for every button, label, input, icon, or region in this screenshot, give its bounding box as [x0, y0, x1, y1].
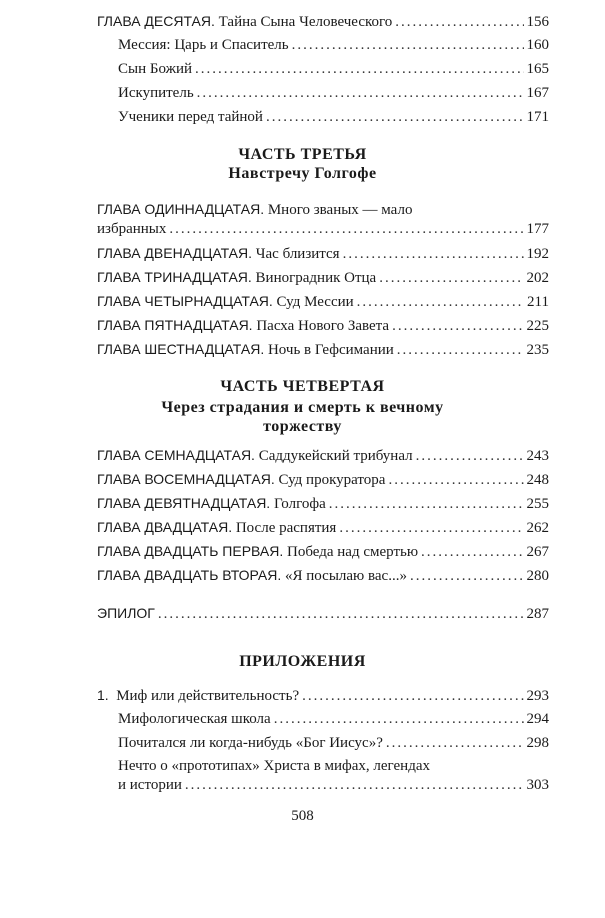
appendix-heading: ПРИЛОЖЕНИЯ [239, 653, 366, 670]
page-ref: 267 [526, 544, 549, 560]
item-title: Миф или действительность? [116, 688, 300, 704]
leader-dots [388, 471, 523, 490]
toc-subentry[interactable] [118, 84, 549, 103]
chapter-label: ГЛАВА ДЕВЯТНАДЦАТАЯ. [97, 495, 271, 511]
page-ref: 303 [526, 777, 549, 793]
toc-subentry[interactable] [118, 734, 549, 753]
chapter-label: ГЛАВА ДВЕНАДЦАТАЯ. [97, 245, 252, 261]
leader-dots [185, 776, 524, 795]
page-ref: 293 [526, 688, 549, 704]
chapter-label: ГЛАВА ВОСЕМНАДЦАТАЯ. [97, 471, 275, 487]
leader-dots [169, 220, 523, 239]
page-ref: 262 [526, 520, 549, 536]
subentry-title: Мифологическая школа [118, 711, 271, 727]
chapter-label: ГЛАВА ДВАДЦАТАЯ. [97, 519, 233, 535]
toc-subentry[interactable] [118, 36, 549, 55]
part-title-line1: Через страдания и смерть к вечному [161, 399, 444, 416]
toc-subentry[interactable] [118, 710, 549, 729]
toc-entry-chapter-21[interactable] [97, 542, 549, 562]
chapter-title: Суд прокуратора [278, 472, 386, 488]
toc-entry-chapter-17[interactable] [97, 446, 549, 466]
page-number: 508 [291, 808, 314, 824]
leader-dots [392, 317, 523, 336]
part-label: ЧАСТЬ ЧЕТВЕРТАЯ [220, 378, 385, 395]
toc-entry-chapter-14[interactable] [97, 292, 549, 312]
leader-dots [397, 341, 524, 360]
chapter-label: ГЛАВА ДЕСЯТАЯ. [97, 13, 215, 29]
chapter-label: ГЛАВА ДВАДЦАТЬ ПЕРВАЯ. [97, 543, 284, 559]
page-ref: 160 [526, 37, 549, 53]
leader-dots [329, 495, 524, 514]
toc-entry-chapter-10[interactable] [97, 12, 549, 32]
chapter-title: «Я посылаю вас...» [285, 568, 407, 584]
leader-dots [302, 687, 523, 706]
leader-dots [416, 447, 524, 466]
leader-dots [357, 293, 524, 312]
leader-dots [195, 60, 523, 79]
page-ref: 192 [526, 246, 549, 262]
page-ref: 177 [526, 221, 549, 237]
chapter-title: После распятия [235, 520, 337, 536]
page-ref: 287 [526, 606, 549, 622]
subentry-title-line2: и истории [118, 777, 182, 793]
page-ref: 165 [526, 61, 549, 77]
toc-entry-chapter-20[interactable] [97, 518, 549, 538]
subentry-title: Мессия: Царь и Спаситель [118, 37, 289, 53]
page-ref: 202 [526, 270, 549, 286]
leader-dots [410, 567, 524, 586]
item-number: 1. [97, 687, 109, 703]
page-ref: 298 [526, 735, 549, 751]
leader-dots [343, 245, 524, 264]
subentry-title: Ученики перед тайной [118, 109, 263, 125]
leader-dots [379, 269, 523, 288]
chapter-label: ГЛАВА ШЕСТНАДЦАТАЯ. [97, 341, 265, 357]
part-label: ЧАСТЬ ТРЕТЬЯ [238, 146, 367, 163]
page-ref: 243 [526, 448, 549, 464]
page-ref: 225 [526, 318, 549, 334]
chapter-label: ГЛАВА ОДИННАДЦАТАЯ. [97, 201, 265, 217]
toc-entry-chapter-13[interactable] [97, 268, 549, 288]
part-title-line2: торжеству [263, 418, 342, 435]
toc-entry-chapter-15[interactable] [97, 316, 549, 336]
toc-subentry-line1[interactable]: Нечто о «прототипах» Христа в мифах, легендах [118, 758, 430, 774]
leader-dots [266, 108, 524, 127]
toc-subentry[interactable] [118, 60, 549, 79]
chapter-label: ГЛАВА ДВАДЦАТЬ ВТОРАЯ. [97, 567, 282, 583]
chapter-label: ГЛАВА СЕМНАДЦАТАЯ. [97, 447, 255, 463]
chapter-title: Суд Мессии [276, 294, 354, 310]
chapter-title: Пасха Нового Завета [256, 318, 390, 334]
chapter-title: Час близится [255, 246, 340, 262]
leader-dots [386, 734, 524, 753]
chapter-title: Ночь в Гефсимании [267, 342, 394, 358]
chapter-title: Тайна Сына Человеческого [218, 14, 393, 30]
toc-entry-chapter-22[interactable] [97, 566, 549, 586]
page-ref: 211 [527, 294, 549, 310]
toc-entry-chapter-18[interactable] [97, 470, 549, 490]
chapter-label: ГЛАВА ЧЕТЫРНАДЦАТАЯ. [97, 293, 273, 309]
leader-dots [158, 605, 524, 624]
page-ref: 171 [526, 109, 549, 125]
part-title: Навстречу Голгофе [228, 165, 377, 182]
page-ref: 167 [526, 85, 549, 101]
toc-entry-chapter-11-line2[interactable] [97, 220, 549, 239]
page-ref: 255 [526, 496, 549, 512]
leader-dots [274, 710, 524, 729]
page-ref: 235 [526, 342, 549, 358]
leader-dots [197, 84, 524, 103]
page-ref: 248 [526, 472, 549, 488]
leader-dots [292, 36, 524, 55]
toc-entry-chapter-19[interactable] [97, 494, 549, 514]
leader-dots [421, 543, 523, 562]
chapter-title: Виноградник Отца [255, 270, 377, 286]
chapter-label: ГЛАВА ТРИНАДЦАТАЯ. [97, 269, 252, 285]
chapter-title-line2: избранных [97, 221, 167, 237]
leader-dots [339, 519, 523, 538]
chapter-title: Голгофа [273, 496, 326, 512]
toc-subentry[interactable] [118, 108, 549, 127]
toc-entry-chapter-11-line1[interactable] [97, 200, 412, 220]
chapter-title: Саддукейский трибунал [258, 448, 413, 464]
page-ref: 280 [526, 568, 549, 584]
subentry-title: Искупитель [118, 85, 194, 101]
toc-entry-chapter-12[interactable] [97, 244, 549, 264]
leader-dots [395, 13, 523, 32]
page-ref: 156 [526, 14, 549, 30]
page-ref: 294 [526, 711, 549, 727]
chapter-title-line1: Много званых — мало [267, 202, 413, 218]
toc-subentry-line2[interactable] [118, 776, 549, 795]
toc-entry-appendix-1[interactable] [97, 686, 549, 706]
epilogue-title: ЭПИЛОГ [97, 605, 155, 621]
chapter-title: Победа над смертью [287, 544, 419, 560]
subentry-title: Почитался ли когда-нибудь «Бог Иисус»? [118, 735, 383, 751]
toc-entry-epilogue[interactable] [97, 604, 549, 624]
subentry-title: Сын Божий [118, 61, 193, 77]
toc-entry-chapter-16[interactable] [97, 340, 549, 360]
chapter-label: ГЛАВА ПЯТНАДЦАТАЯ. [97, 317, 253, 333]
